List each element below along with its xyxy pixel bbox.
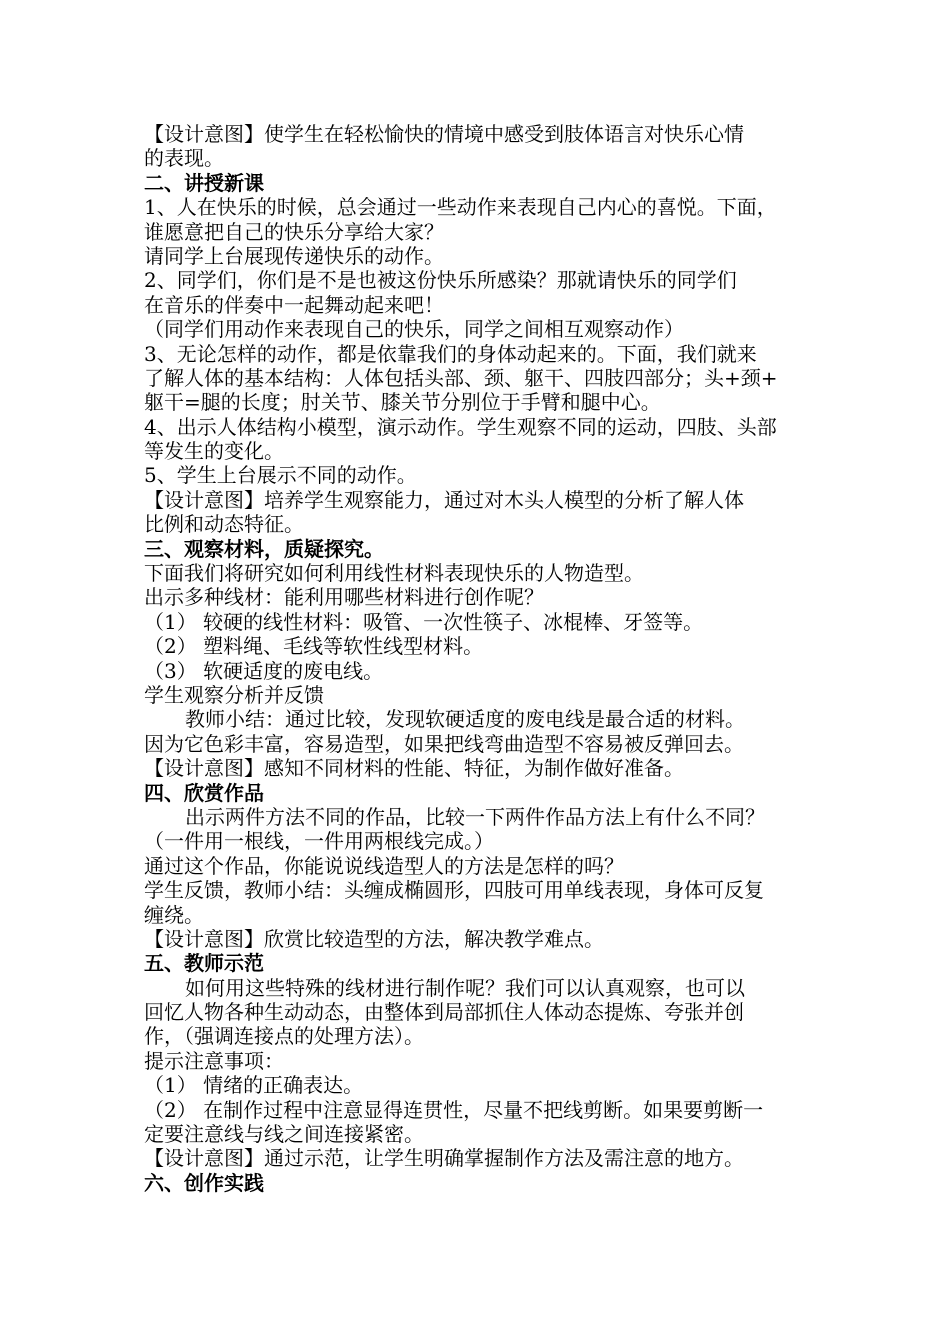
text-line: 的表现。 <box>144 146 224 171</box>
text-line: 出示两件方法不同的作品，比较一下两件作品方法上有什么不同？ <box>185 804 765 829</box>
text-line: 【设计意图】使学生在轻松愉快的情境中感受到肢体语言对快乐心情 <box>144 122 744 146</box>
text-line: 2、同学们，你们是不是也被这份快乐所感染？那就请快乐的同学们 <box>144 268 737 293</box>
text-line: （1） 情绪的正确表达。 <box>144 1073 364 1098</box>
text-line: 教师小结：通过比较，发现软硬适度的废电线是最合适的材料。 <box>185 707 745 732</box>
section-heading: 二、讲授新课 <box>144 170 264 195</box>
section-heading: 三、观察材料，质疑探究。 <box>144 536 384 561</box>
text-line: 提示注意事项： <box>144 1048 284 1073</box>
text-line: 在音乐的伴奏中一起舞动起来吧！ <box>144 292 444 317</box>
text-line: 下面我们将研究如何利用线性材料表现快乐的人物造型。 <box>144 561 644 586</box>
text-line: 定要注意线与线之间连接紧密。 <box>144 1122 424 1147</box>
document-body <box>144 122 812 1195</box>
text-line: 出示多种线材：能利用哪些材料进行创作呢？ <box>144 585 544 610</box>
section-heading: 四、欣赏作品 <box>144 780 264 805</box>
text-line: 了解人体的基本结构：人体包括头部、颈、躯干、四肢四部分；头+颈+ <box>144 365 778 390</box>
text-line: 学生反馈，教师小结：头缠成椭圆形，四肢可用单线表现，身体可反复 <box>144 878 764 903</box>
text-line: 缠绕。 <box>144 902 204 927</box>
text-line: 4、出示人体结构小模型，演示动作。学生观察不同的运动，四肢、头部 <box>144 414 777 439</box>
text-line: 通过这个作品，你能说说线造型人的方法是怎样的吗？ <box>144 853 624 878</box>
text-line: （2） 塑料绳、毛线等软性线型材料。 <box>144 634 484 659</box>
text-line: 比例和动态特征。 <box>144 512 304 537</box>
text-line: 【设计意图】通过示范，让学生明确掌握制作方法及需注意的地方。 <box>144 1146 744 1171</box>
text-line: 因为它色彩丰富，容易造型，如果把线弯曲造型不容易被反弹回去。 <box>144 731 744 756</box>
text-line: 躯干=腿的长度；肘关节、膝关节分别位于手臂和腿中心。 <box>144 390 661 415</box>
text-line: 5、学生上台展示不同的动作。 <box>144 463 417 488</box>
text-line: 3、无论怎样的动作，都是依靠我们的身体动起来的。下面，我们就来 <box>144 341 757 366</box>
section-heading: 五、教师示范 <box>144 951 264 976</box>
text-line: 【设计意图】培养学生观察能力，通过对木头人模型的分析了解人体 <box>144 487 744 512</box>
text-line: 等发生的变化。 <box>144 439 284 464</box>
text-line: 作，（强调连接点的处理方法）。 <box>144 1024 424 1049</box>
section-heading: 六、创作实践 <box>144 1170 264 1195</box>
text-line: 【设计意图】欣赏比较造型的方法，解决教学难点。 <box>144 926 604 951</box>
text-line: 谁愿意把自己的快乐分享给大家？ <box>144 219 444 244</box>
text-line: （3） 软硬适度的废电线。 <box>144 658 384 683</box>
text-line: （1） 较硬的线性材料：吸管、一次性筷子、冰棍棒、牙签等。 <box>144 609 704 634</box>
text-line: （同学们用动作来表现自己的快乐，同学之间相互观察动作） <box>144 317 684 342</box>
text-line: （2） 在制作过程中注意显得连贯性，尽量不把线剪断。如果要剪断一 <box>144 1097 764 1122</box>
text-line: 1、人在快乐的时候，总会通过一些动作来表现自己内心的喜悦。下面， <box>144 195 777 220</box>
text-line: 回忆人物各种生动动态，由整体到局部抓住人体动态提炼、夸张并创 <box>144 1000 744 1025</box>
text-line: 请同学上台展现传递快乐的动作。 <box>144 243 444 268</box>
text-line: （一件用一根线，一件用两根线完成。） <box>144 829 494 854</box>
text-line: 学生观察分析并反馈 <box>144 682 324 707</box>
text-line: 如何用这些特殊的线材进行制作呢？我们可以认真观察，也可以 <box>185 975 745 1000</box>
text-line: 【设计意图】感知不同材料的性能、特征，为制作做好准备。 <box>144 756 684 781</box>
